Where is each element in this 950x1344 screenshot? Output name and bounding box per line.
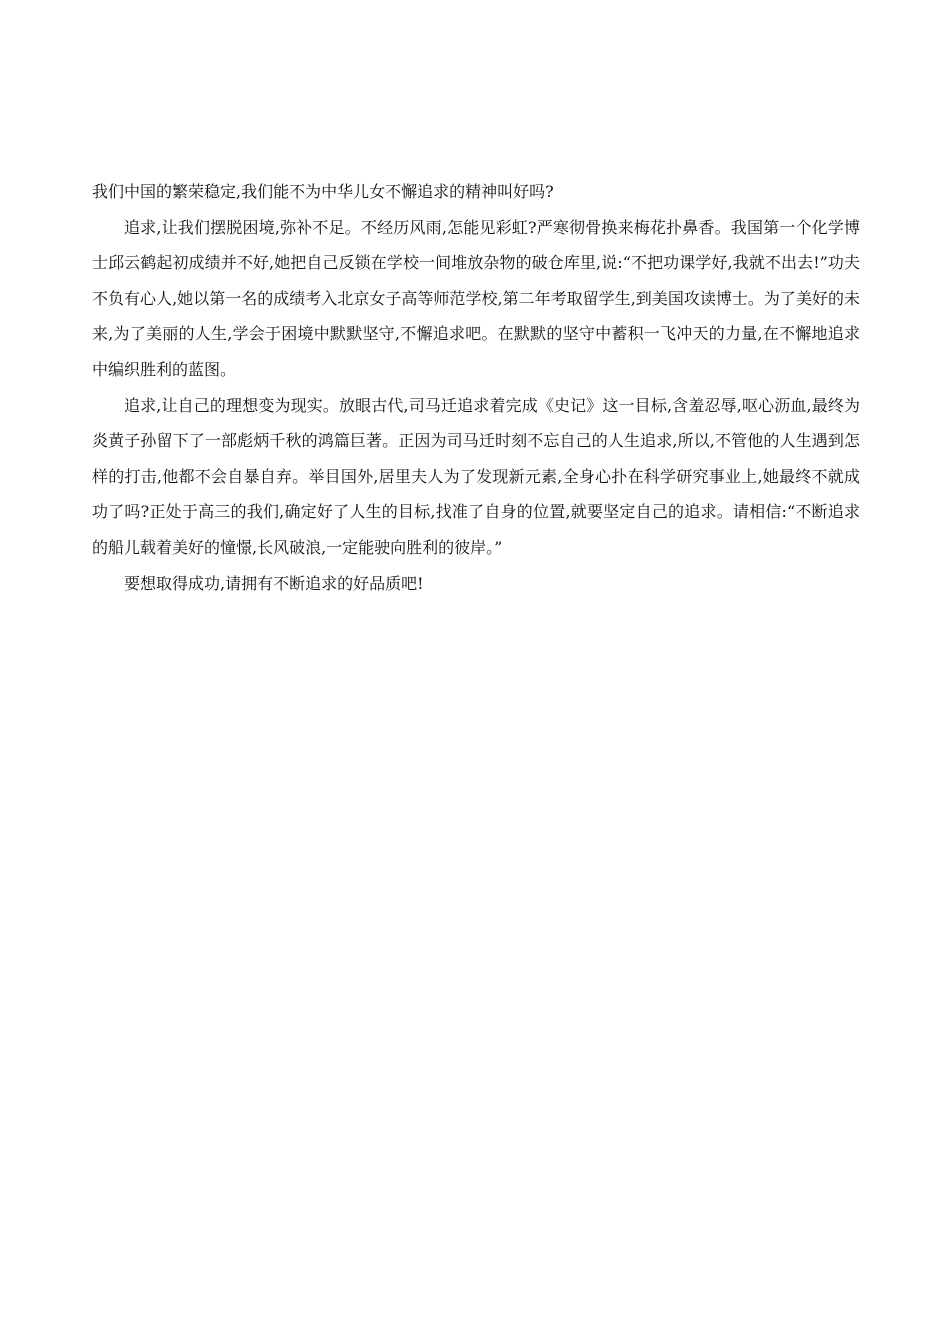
paragraph-1: 我们中国的繁荣稳定,我们能不为中华儿女不懈追求的精神叫好吗? — [92, 182, 554, 201]
essay-body — [92, 174, 860, 601]
paragraph-2: 追求,让我们摆脱困境,弥补不足。不经历风雨,怎能见彩虹?严寒彻骨换来梅花扑鼻香。我国第一个化学博士邱云鹤起初成绩并不好,她把自己反锁在学校一间堆放杂物的破仓库里,说:“不把功课学好,我就不出去!”功夫不负有心人,她以第一名的成绩考入北京女子高等师范学校,第二年考取留学生,到美国攻读博士。为了美好的未来,为了美丽的人生,学会于困境中默默坚守,不懈追求吧。在默默的坚守中蓄积一飞冲天的力量,在不懈地追求中编织胜利的蓝图。 — [92, 217, 860, 379]
paragraph-4: 要想取得成功,请拥有不断追求的好品质吧! — [124, 573, 424, 593]
paragraph-3: 追求,让自己的理想变为现实。放眼古代,司马迁追求着完成《史记》这一目标,含羞忍辱,呕心沥血,最终为炎黄子孙留下了一部彪炳千秋的鸿篇巨著。正因为司马迁时刻不忘自己的人生追求,所以,不管他的人生遇到怎样的打击,他都不会自暴自弃。举目国外,居里夫人为了发现新元素,全身心扑在科学研究事业上,她最终不就成功了吗?正处于高三的我们,确定好了人生的目标,找准了自身的位置,就要坚定自己的追求。请相信:“不断追求的船儿载着美好的憧憬,长风破浪,一定能驶向胜利的彼岸。” — [92, 395, 860, 557]
